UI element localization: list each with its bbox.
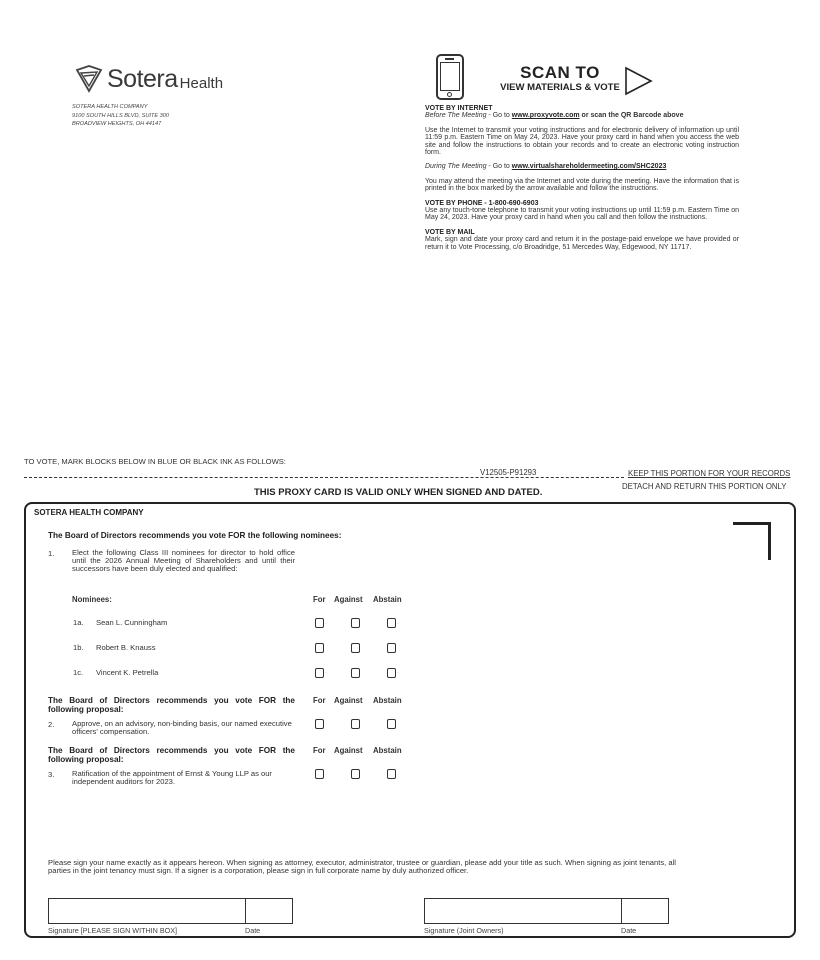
proposal-3-recommendation: The Board of Directors recommends you vote FOR the following proposal: (48, 746, 295, 764)
keep-portion-text: KEEP THIS PORTION FOR YOUR RECORDS (628, 469, 791, 478)
before-meeting-label: Before The Meeting (425, 112, 487, 120)
signature-label: Signature [PLEASE SIGN WITHIN BOX] (48, 926, 178, 935)
nominee-number: 1b. (73, 643, 84, 652)
col-abstain: Abstain (373, 696, 402, 705)
logo-wordmark: Sotera (107, 64, 178, 93)
before-meeting-line (425, 112, 739, 119)
vote-phone-body: Use any touch-tone telephone to transmit your voting instructions up until 11:59 p.m. Eastern Time on May 24, 2023. Have your proxy card in hand when you call and then follow the instructions. (425, 207, 739, 222)
card-company-name: SOTERA HEALTH COMPANY (34, 508, 144, 517)
before-meeting-tail: or scan the QR Barcode above (579, 112, 684, 120)
virtual-meeting-link[interactable]: www.virtualshareholdermeeting.com/SHC2023 (511, 163, 667, 171)
control-number: V12505-P91293 (480, 468, 537, 477)
checkbox-1a-against[interactable] (351, 618, 360, 628)
vote-internet-body: Use the Internet to transmit your voting instructions and for electronic delivery of information up until 11:59 p.m. Eastern Time on May 24, 2023. Have your proxy card in hand when you access the web site and follow the instructions to obtain your records and to create an electronic voting instruction form. (425, 126, 739, 157)
col-for: For (313, 696, 326, 705)
address-line: SOTERA HEALTH COMPANY (72, 104, 148, 110)
before-meeting-text: - Go to (486, 112, 512, 120)
joint-signature-label: Signature (Joint Owners) (424, 926, 504, 935)
col-for: For (313, 595, 326, 604)
shield-logo-icon (74, 64, 104, 94)
during-meeting-line (425, 163, 739, 170)
checkbox-1b-abstain[interactable] (387, 643, 396, 653)
checkbox-2-abstain[interactable] (387, 719, 396, 729)
proposal-2-recommendation: The Board of Directors recommends you vote FOR the following proposal: (48, 696, 295, 714)
play-arrow-icon (624, 66, 654, 96)
col-against: Against (334, 595, 363, 604)
col-abstain: Abstain (373, 595, 402, 604)
valid-notice: THIS PROXY CARD IS VALID ONLY WHEN SIGNED AND DATED. (254, 487, 543, 498)
date-label: Date (245, 926, 261, 935)
phone-home-button-icon (447, 92, 452, 97)
signature-box[interactable] (48, 898, 246, 924)
ink-instructions: TO VOTE, MARK BLOCKS BELOW IN BLUE OR BLACK INK AS FOLLOWS: (24, 457, 286, 466)
logo-health: Health (179, 74, 224, 92)
col-against: Against (334, 746, 363, 755)
checkbox-3-against[interactable] (351, 769, 360, 779)
company-address (72, 103, 169, 129)
item-number: 3. (48, 770, 55, 779)
scan-title: SCAN TO (520, 63, 600, 82)
joint-signature-box[interactable] (424, 898, 622, 924)
nominee-name: Robert B. Knauss (96, 643, 156, 652)
joint-date-box[interactable] (621, 898, 669, 924)
nominee-number: 1a. (73, 618, 84, 627)
corner-mark (733, 522, 771, 560)
proxyvote-link[interactable]: www.proxyvote.com (511, 112, 580, 120)
during-meeting-body: You may attend the meeting via the Internet and vote during the meeting. Have the information that is printed in the box marked by the arrow available and follow the instructions. (425, 177, 739, 193)
nominees-recommendation: The Board of Directors recommends you vote FOR the following nominees: (48, 531, 342, 540)
col-for: For (313, 746, 326, 755)
col-abstain: Abstain (373, 746, 402, 755)
address-line: 9100 SOUTH HILLS BLVD, SUITE 300 (72, 112, 170, 119)
item-2-text: Approve, on an advisory, non-binding basis, our named executive officers' compensation. (72, 719, 292, 737)
signing-instructions: Please sign your name exactly as it appears hereon. When signing as attorney, executor, administrator, trustee or guardian, please add your title as such. When signing as joint tenants, all parties in the joint tenancy must sign. If a signer is a corporation, please sign in full corporate name by duly authorized officer. (48, 858, 676, 876)
detach-portion-text: DETACH AND RETURN THIS PORTION ONLY (622, 482, 787, 491)
item-3-text: Ratification of the appointment of Ernst & Young LLP as our independent auditors for 2023. (72, 769, 272, 787)
col-against: Against (334, 696, 363, 705)
checkbox-1a-abstain[interactable] (387, 618, 396, 628)
detach-line (24, 477, 624, 478)
during-meeting-text: - Go to (486, 163, 512, 171)
during-meeting-label: During The Meeting (425, 163, 487, 171)
checkbox-1a-for[interactable] (315, 618, 324, 628)
nominee-number: 1c. (73, 668, 84, 677)
checkbox-1b-for[interactable] (315, 643, 324, 653)
item-number: 2. (48, 720, 55, 729)
checkbox-3-for[interactable] (315, 769, 324, 779)
checkbox-2-against[interactable] (351, 719, 360, 729)
voting-instructions (425, 105, 739, 251)
vote-mail-heading: VOTE BY MAIL (425, 228, 475, 236)
item-1-text: Elect the following Class III nominees for director to hold office until the 2026 Annual Meeting of Shareholders and until their successors have been duly elected and qualified: (72, 548, 295, 574)
scan-subtitle: VIEW MATERIALS & VOTE (500, 82, 620, 93)
nominees-label: Nominees: (72, 595, 112, 604)
vote-phone-heading: VOTE BY PHONE - 1-800-690-6903 (425, 199, 539, 207)
checkbox-1b-against[interactable] (351, 643, 360, 653)
item-number: 1. (48, 549, 55, 558)
nominee-name: Sean L. Cunningham (96, 618, 168, 627)
vote-internet-heading: VOTE BY INTERNET (425, 105, 493, 112)
date-box[interactable] (245, 898, 293, 924)
nominee-name: Vincent K. Petrella (96, 668, 159, 677)
joint-date-label: Date (621, 926, 637, 935)
checkbox-1c-abstain[interactable] (387, 668, 396, 678)
checkbox-2-for[interactable] (315, 719, 324, 729)
vote-mail-body: Mark, sign and date your proxy card and return it in the postage-paid envelope we have provided or return it to Vote Processing, c/o Broadridge, 51 Mercedes Way, Edgewood, NY 11717. (425, 236, 739, 251)
address-line: BROADVIEW HEIGHTS, OH 44147 (72, 121, 162, 127)
company-logo (74, 64, 223, 94)
checkbox-1c-for[interactable] (315, 668, 324, 678)
checkbox-3-abstain[interactable] (387, 769, 396, 779)
checkbox-1c-against[interactable] (351, 668, 360, 678)
